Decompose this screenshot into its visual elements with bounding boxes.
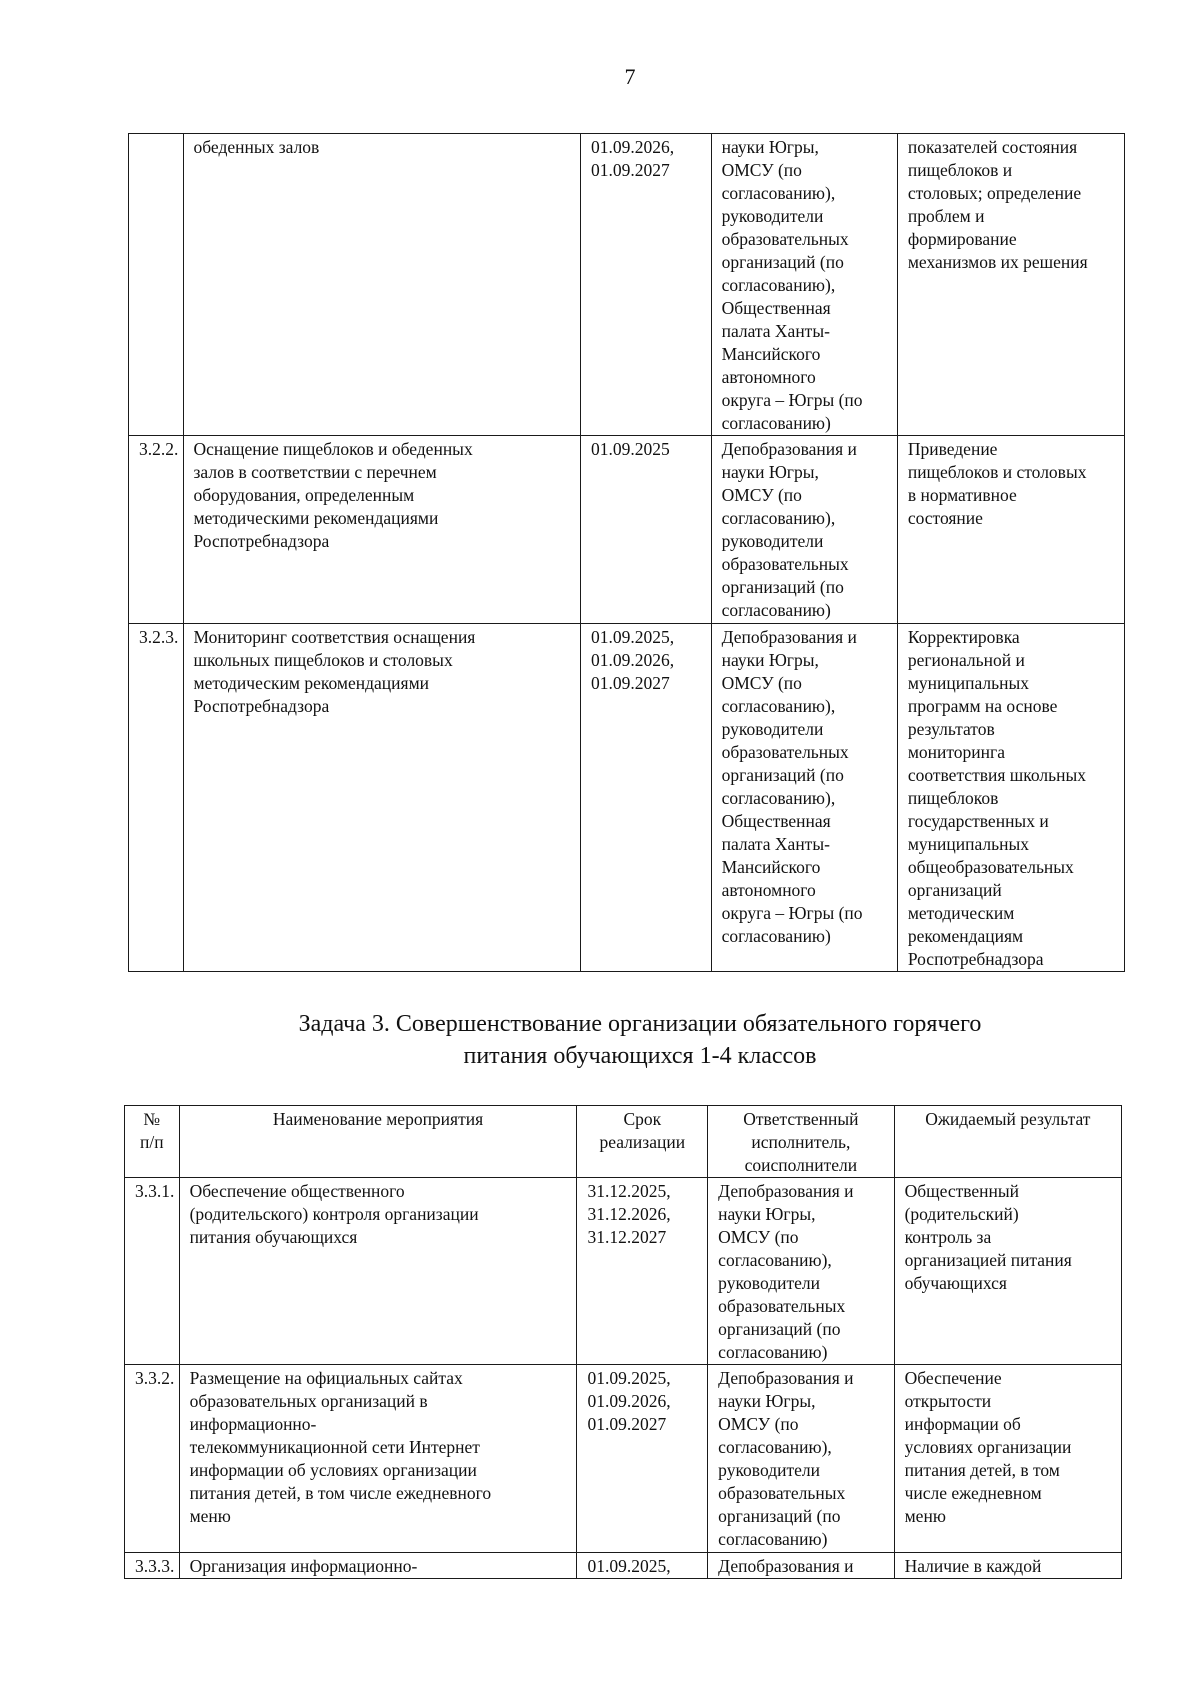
measures-table-continued	[128, 133, 1125, 972]
table-row	[125, 1553, 1122, 1579]
deadline: 01.09.2026, 01.09.2027	[580, 134, 711, 436]
table-header-row	[125, 1106, 1122, 1178]
table-row	[125, 1178, 1122, 1365]
responsible: Депобразования и науки Югры, ОМСУ (по согласованию), руководители образовательных организаций (по согласованию)	[711, 436, 897, 624]
expected-result: Общественный (родительский) контроль за организацией питания обучающихся	[894, 1178, 1121, 1365]
responsible: Депобразования и науки Югры, ОМСУ (по согласованию), руководители образовательных организаций (по согласованию), Общественная палата Ханты- Мансийского автономного округа – Югры (по согласованию)	[711, 624, 897, 972]
header-name: Наименование мероприятия	[179, 1106, 577, 1178]
expected-result: Приведение пищеблоков и столовых в нормативное состояние	[897, 436, 1124, 624]
measure-name: Мониторинг соответствия оснащения школьных пищеблоков и столовых методическим рекомендациями Роспотребнадзора	[183, 624, 580, 972]
header-number: № п/п	[125, 1106, 180, 1178]
responsible: науки Югры, ОМСУ (по согласованию), руководители образовательных организаций (по согласованию), Общественная палата Ханты- Мансийского автономного округа – Югры (по согласованию)	[711, 134, 897, 436]
deadline: 01.09.2025, 01.09.2026, 01.09.2027	[580, 624, 711, 972]
row-number: 3.3.3.	[125, 1553, 180, 1579]
expected-result: Наличие в каждой	[894, 1553, 1121, 1579]
expected-result: Корректировка региональной и муниципальных программ на основе результатов мониторинга соответствия школьных пищеблоков государственных и муниципальных общеобразовательных организаций методическим рекомендациям Роспотребнадзора	[897, 624, 1124, 972]
deadline: 01.09.2025,	[577, 1553, 708, 1579]
row-number: 3.2.3.	[129, 624, 184, 972]
measure-name: Обеспечение общественного (родительского) контроля организации питания обучающихся	[179, 1178, 577, 1365]
measures-table	[124, 1105, 1122, 1579]
responsible: Депобразования и науки Югры, ОМСУ (по согласованию), руководители образовательных организаций (по согласованию)	[708, 1365, 894, 1553]
deadline: 31.12.2025, 31.12.2026, 31.12.2027	[577, 1178, 708, 1365]
row-number: 3.2.2.	[129, 436, 184, 624]
responsible: Депобразования и	[708, 1553, 894, 1579]
expected-result: Обеспечение открытости информации об условиях организации питания детей, в том числе ежедневном меню	[894, 1365, 1121, 1553]
header-result: Ожидаемый результат	[894, 1106, 1121, 1178]
row-number: 3.3.2.	[125, 1365, 180, 1553]
measure-name: Оснащение пищеблоков и обеденных залов в соответствии с перечнем оборудования, определенным методическими рекомендациями Роспотребнадзора	[183, 436, 580, 624]
responsible: Депобразования и науки Югры, ОМСУ (по согласованию), руководители образовательных организаций (по согласованию)	[708, 1178, 894, 1365]
table-row	[129, 134, 1125, 436]
row-number: 3.3.1.	[125, 1178, 180, 1365]
table-row	[125, 1365, 1122, 1553]
page-number: 7	[624, 64, 636, 89]
header-deadline: Срок реализации	[577, 1106, 708, 1178]
expected-result: показателей состояния пищеблоков и столовых; определение проблем и формирование механизмов их решения	[897, 134, 1124, 436]
row-number	[129, 134, 184, 436]
table-row	[129, 436, 1125, 624]
measure-name: Организация информационно-	[179, 1553, 577, 1579]
measure-name: обеденных залов	[183, 134, 580, 436]
table-row	[129, 624, 1125, 972]
deadline: 01.09.2025	[580, 436, 711, 624]
measure-name: Размещение на официальных сайтах образовательных организаций в информационно- телекоммуникационной сети Интернет информации об условиях организации питания детей, в том числе ежедневного меню	[179, 1365, 577, 1553]
header-responsible: Ответственный исполнитель, соисполнители	[708, 1106, 894, 1178]
section-heading: Задача 3. Совершенствование организации обязательного горячего питания обучающихся 1-4 классов	[298, 1011, 982, 1069]
deadline: 01.09.2025, 01.09.2026, 01.09.2027	[577, 1365, 708, 1553]
